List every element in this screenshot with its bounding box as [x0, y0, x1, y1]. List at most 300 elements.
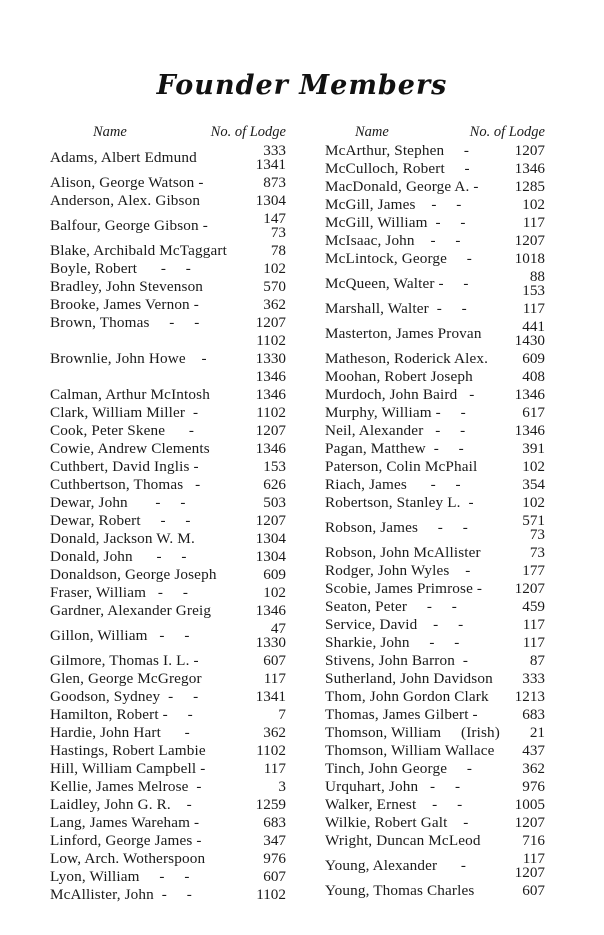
- member-row: [325, 882, 545, 900]
- lodge-numbers: [515, 580, 545, 598]
- member-name: Sharkie, John - -: [325, 634, 460, 651]
- lodge-number: 873: [263, 174, 286, 191]
- lodge-numbers: [256, 548, 286, 566]
- lodge-numbers: [530, 544, 545, 562]
- lodge-number: 1304: [255, 548, 286, 565]
- member-name: Hastings, Robert Lambie: [50, 742, 206, 759]
- member-row: [325, 742, 545, 760]
- member-name: Matheson, Roderick Alex.: [325, 350, 489, 367]
- member-name: Goodson, Sydney - -: [50, 688, 199, 705]
- member-row: [50, 778, 286, 796]
- lodge-number: 362: [263, 296, 286, 313]
- lodge-numbers: [256, 440, 286, 458]
- lodge-numbers: [522, 268, 545, 300]
- member-name: Kellie, James Melrose -: [50, 778, 202, 795]
- lodge-numbers: [515, 318, 545, 350]
- lodge-number: 333: [522, 670, 545, 687]
- member-name: Young, Alexander -: [325, 857, 467, 874]
- lodge-numbers: [263, 814, 286, 832]
- lodge-numbers: [522, 440, 545, 458]
- lodge-number: 1304: [255, 530, 286, 547]
- lodge-number: 1207: [514, 580, 545, 597]
- lodge-numbers: [522, 778, 545, 796]
- lodge-number: 1213: [514, 688, 545, 705]
- member-name: Blake, Archibald McTaggart: [50, 242, 228, 259]
- member-name: Sutherland, John Davidson: [325, 670, 493, 687]
- member-name: Donaldson, George Joseph: [50, 566, 217, 583]
- member-row: [50, 278, 286, 296]
- lodge-number: 408: [522, 368, 545, 385]
- lodge-numbers: [515, 232, 545, 250]
- member-row: [325, 778, 545, 796]
- member-row: [50, 868, 286, 886]
- member-row: [50, 404, 286, 422]
- member-row: [325, 634, 545, 652]
- member-row: [50, 760, 286, 778]
- member-name: Clark, William Miller -: [50, 404, 199, 421]
- lodge-numbers: [263, 210, 286, 242]
- member-row: [325, 706, 545, 724]
- lodge-numbers: [256, 742, 286, 760]
- lodge-numbers: [256, 886, 286, 904]
- member-name: McArthur, Stephen -: [325, 142, 470, 159]
- lodge-numbers: [256, 404, 286, 422]
- member-row: [325, 160, 545, 178]
- lodge-numbers: [515, 850, 545, 882]
- member-row: [325, 476, 545, 494]
- lodge-number: 1207: [514, 232, 545, 249]
- lodge-number: 73: [270, 224, 286, 241]
- member-name: Fraser, William - -: [50, 584, 189, 601]
- lodge-number: 102: [522, 196, 545, 213]
- lodge-numbers: [515, 422, 545, 440]
- member-name: Wilkie, Robert Galt -: [325, 814, 469, 831]
- member-name: Brownlie, John Howe -: [50, 350, 207, 367]
- member-name: Tinch, John George -: [325, 760, 473, 777]
- member-row: [325, 544, 545, 562]
- member-row: [325, 214, 545, 232]
- member-row: [50, 314, 286, 350]
- member-name: Glen, George McGregor: [50, 670, 202, 687]
- lodge-number: 1207: [255, 512, 286, 529]
- member-name: Thomson, William (Irish): [325, 724, 500, 741]
- member-name: Low, Arch. Wotherspoon: [50, 850, 206, 867]
- member-row: [325, 350, 545, 368]
- member-row: [325, 832, 545, 850]
- member-row: [50, 512, 286, 530]
- lodge-numbers: [256, 512, 286, 530]
- member-row: [325, 268, 545, 300]
- lodge-numbers: [263, 724, 286, 742]
- member-name: Dewar, John - -: [50, 494, 186, 511]
- lodge-number: 117: [522, 300, 545, 317]
- lodge-numbers: [256, 620, 286, 652]
- lodge-number: 617: [522, 404, 545, 421]
- member-name: Rodger, John Wyles -: [325, 562, 471, 579]
- lodge-number: 102: [263, 260, 286, 277]
- member-name: Brooke, James Vernon -: [50, 296, 199, 313]
- lodge-number: 47: [270, 620, 286, 637]
- member-row: [325, 512, 545, 544]
- member-name: Adams, Albert Edmund: [50, 149, 197, 166]
- lodge-number: 1207: [255, 422, 286, 439]
- member-name: Young, Thomas Charles: [325, 882, 475, 899]
- lodge-numbers: [264, 760, 286, 778]
- lodge-numbers: [263, 652, 286, 670]
- lodge-number: 1285: [514, 178, 545, 195]
- member-row: [325, 760, 545, 778]
- lodge-number: 88: [529, 268, 545, 285]
- lodge-numbers: [515, 178, 545, 196]
- member-row: [325, 580, 545, 598]
- member-name: Anderson, Alex. Gibson: [50, 192, 201, 209]
- page-title: Founder Members: [156, 70, 448, 101]
- member-row: [50, 742, 286, 760]
- lodge-numbers: [522, 512, 545, 544]
- member-row: [325, 232, 545, 250]
- lodge-numbers: [515, 814, 545, 832]
- member-name: Cuthbertson, Thomas -: [50, 476, 201, 493]
- member-row: [50, 530, 286, 548]
- lodge-number: 1346: [514, 422, 545, 439]
- lodge-numbers: [256, 142, 286, 174]
- left-column: [50, 123, 286, 904]
- member-name: Riach, James - -: [325, 476, 461, 493]
- lodge-numbers: [515, 160, 545, 178]
- lodge-numbers: [256, 192, 286, 210]
- lodge-number: 976: [522, 778, 545, 795]
- member-name: Thom, John Gordon Clark: [325, 688, 489, 705]
- lodge-numbers: [522, 598, 545, 616]
- member-name: MacDonald, George A. -: [325, 178, 479, 195]
- member-name: McGill, James - -: [325, 196, 462, 213]
- lodge-numbers: [263, 584, 286, 602]
- member-row: [50, 796, 286, 814]
- member-row: [50, 260, 286, 278]
- lodge-numbers: [263, 174, 286, 192]
- member-row: [50, 724, 286, 742]
- lodge-numbers: [522, 368, 545, 386]
- member-name: McAllister, John - -: [50, 886, 192, 903]
- member-name: Cowie, Andrew Clements: [50, 440, 210, 457]
- member-name: Linford, George James -: [50, 832, 202, 849]
- lodge-number: 78: [270, 242, 286, 259]
- member-row: [325, 196, 545, 214]
- lodge-numbers: [522, 196, 545, 214]
- member-name: Masterton, James Provan: [325, 325, 482, 342]
- lodge-numbers: [263, 566, 286, 584]
- lodge-numbers: [523, 616, 545, 634]
- lodge-number: 117: [522, 616, 545, 633]
- member-row: [50, 688, 286, 706]
- header-lodge: No. of Lodge: [210, 124, 286, 140]
- member-row: [50, 566, 286, 584]
- member-name: Robertson, Stanley L. -: [325, 494, 474, 511]
- member-row: [50, 832, 286, 850]
- lodge-number: 1207: [514, 814, 545, 831]
- member-name: Murphy, William - -: [325, 404, 466, 421]
- lodge-numbers: [515, 796, 545, 814]
- member-name: Dewar, Robert - -: [50, 512, 191, 529]
- member-row: [50, 584, 286, 602]
- member-name: Pagan, Matthew - -: [325, 440, 464, 457]
- member-row: [50, 386, 286, 404]
- lodge-numbers: [522, 476, 545, 494]
- member-name: Calman, Arthur McIntosh: [50, 386, 210, 403]
- lodge-number: 1346: [255, 440, 286, 457]
- lodge-numbers: [523, 634, 545, 652]
- member-name: Paterson, Colin McPhail: [325, 458, 478, 475]
- member-list: [50, 142, 286, 904]
- lodge-number: 3: [278, 778, 286, 795]
- member-name: Walker, Ernest - -: [325, 796, 463, 813]
- lodge-numbers: [522, 670, 545, 688]
- member-row: [325, 652, 545, 670]
- lodge-numbers: [522, 350, 545, 368]
- member-name: Balfour, George Gibson -: [50, 217, 208, 234]
- member-row: [50, 350, 286, 386]
- lodge-number: 1341: [255, 688, 286, 705]
- lodge-number: 117: [263, 760, 286, 777]
- right-column: [325, 123, 545, 900]
- member-row: [50, 706, 286, 724]
- member-name: Service, David - -: [325, 616, 464, 633]
- member-name: McQueen, Walter - -: [325, 275, 469, 292]
- lodge-numbers: [522, 832, 545, 850]
- lodge-number: 571: [522, 512, 545, 529]
- lodge-numbers: [256, 314, 286, 350]
- lodge-number: 1430: [514, 332, 545, 349]
- lodge-number: 333: [263, 142, 286, 159]
- member-name: Boyle, Robert - -: [50, 260, 191, 277]
- lodge-number: 1102: [256, 404, 286, 421]
- member-row: [50, 174, 286, 192]
- lodge-number: 1259: [255, 796, 286, 813]
- lodge-numbers: [256, 796, 286, 814]
- lodge-number: 1330: [255, 350, 286, 367]
- lodge-number: 1330: [255, 634, 286, 651]
- lodge-number: 1005: [514, 796, 545, 813]
- lodge-numbers: [271, 242, 286, 260]
- member-row: [50, 670, 286, 688]
- member-row: [325, 386, 545, 404]
- member-name: Moohan, Robert Joseph: [325, 368, 473, 385]
- lodge-number: 1346: [255, 386, 286, 403]
- member-name: Gardner, Alexander Greig: [50, 602, 212, 619]
- member-name: Lang, James Wareham -: [50, 814, 200, 831]
- member-name: Robson, John McAllister: [325, 544, 481, 561]
- lodge-number: 1207: [514, 142, 545, 159]
- member-name: Laidley, John G. R. -: [50, 796, 192, 813]
- lodge-numbers: [515, 688, 545, 706]
- lodge-number: 683: [522, 706, 545, 723]
- lodge-number: 73: [529, 526, 545, 543]
- lodge-number: 117: [522, 214, 545, 231]
- lodge-number: 626: [263, 476, 286, 493]
- lodge-number: 147: [263, 210, 286, 227]
- member-row: [50, 652, 286, 670]
- column-header: [50, 123, 286, 142]
- lodge-numbers: [256, 422, 286, 440]
- lodge-number: 177: [522, 562, 545, 579]
- lodge-number: 437: [522, 742, 545, 759]
- lodge-numbers: [522, 760, 545, 778]
- lodge-numbers: [263, 476, 286, 494]
- member-row: [325, 814, 545, 832]
- member-name: Gilmore, Thomas I. L. -: [50, 652, 199, 669]
- lodge-number: 1018: [514, 250, 545, 267]
- lodge-number: 441: [522, 318, 545, 335]
- member-row: [50, 192, 286, 210]
- lodge-number: 7: [278, 706, 286, 723]
- lodge-number: 609: [263, 566, 286, 583]
- member-row: [325, 440, 545, 458]
- member-name: Cook, Peter Skene -: [50, 422, 195, 439]
- member-row: [325, 142, 545, 160]
- member-row: [325, 670, 545, 688]
- lodge-numbers: [522, 882, 545, 900]
- member-name: Wright, Duncan McLeod: [325, 832, 481, 849]
- member-row: [50, 620, 286, 652]
- lodge-numbers: [263, 868, 286, 886]
- lodge-number: 1346: [514, 386, 545, 403]
- lodge-number: 607: [263, 868, 286, 885]
- lodge-number: 570: [263, 278, 286, 295]
- lodge-number: 1207: [255, 314, 286, 331]
- lodge-number: 117: [522, 634, 545, 651]
- lodge-number: 362: [522, 760, 545, 777]
- lodge-number: 607: [522, 882, 545, 899]
- lodge-numbers: [263, 850, 286, 868]
- member-name: Seaton, Peter - -: [325, 598, 457, 615]
- member-name: Alison, George Watson -: [50, 174, 204, 191]
- member-name: Stivens, John Barron -: [325, 652, 469, 669]
- member-row: [325, 494, 545, 512]
- column-header: [325, 123, 545, 142]
- lodge-number: 459: [522, 598, 545, 615]
- lodge-number: 716: [522, 832, 545, 849]
- lodge-number: 1102: [256, 886, 286, 903]
- member-row: [325, 368, 545, 386]
- member-row: [325, 850, 545, 882]
- member-row: [325, 688, 545, 706]
- member-row: [325, 616, 545, 634]
- member-name: McLintock, George -: [325, 250, 472, 267]
- member-row: [50, 886, 286, 904]
- lodge-number: 362: [263, 724, 286, 741]
- member-name: Hill, William Campbell -: [50, 760, 206, 777]
- member-row: [50, 458, 286, 476]
- member-name: McCulloch, Robert -: [325, 160, 470, 177]
- lodge-numbers: [515, 386, 545, 404]
- member-row: [50, 142, 286, 174]
- lodge-number: 683: [263, 814, 286, 831]
- lodge-number: 391: [522, 440, 545, 457]
- member-row: [50, 602, 286, 620]
- member-row: [50, 476, 286, 494]
- member-name: Brown, Thomas - -: [50, 314, 200, 331]
- member-row: [325, 796, 545, 814]
- member-name: Gillon, William - -: [50, 627, 190, 644]
- lodge-numbers: [263, 494, 286, 512]
- lodge-numbers: [515, 250, 545, 268]
- member-name: McGill, William - -: [325, 214, 466, 231]
- lodge-numbers: [530, 652, 545, 670]
- lodge-number: 607: [263, 652, 286, 669]
- lodge-number: 347: [263, 832, 286, 849]
- member-name: Thomas, James Gilbert -: [325, 706, 478, 723]
- lodge-number: 21: [529, 724, 545, 741]
- lodge-number: 117: [263, 670, 286, 687]
- lodge-number: 1304: [255, 192, 286, 209]
- member-row: [325, 562, 545, 580]
- member-row: [50, 422, 286, 440]
- lodge-numbers: [522, 404, 545, 422]
- member-name: Cuthbert, David Inglis -: [50, 458, 199, 475]
- lodge-number: 503: [263, 494, 286, 511]
- lodge-numbers: [263, 278, 286, 296]
- member-row: [50, 210, 286, 242]
- lodge-numbers: [522, 494, 545, 512]
- lodge-number: 609: [522, 350, 545, 367]
- lodge-numbers: [263, 296, 286, 314]
- member-row: [50, 242, 286, 260]
- lodge-numbers: [530, 724, 545, 742]
- member-name: Donald, Jackson W. M.: [50, 530, 195, 547]
- lodge-number: 1346: [255, 368, 286, 385]
- member-name: Marshall, Walter - -: [325, 300, 467, 317]
- member-row: [325, 178, 545, 196]
- member-name: Donald, John - -: [50, 548, 187, 565]
- lodge-numbers: [256, 688, 286, 706]
- member-name: Hamilton, Robert - -: [50, 706, 193, 723]
- lodge-numbers: [263, 458, 286, 476]
- member-row: [50, 548, 286, 566]
- lodge-number: 1341: [255, 156, 286, 173]
- lodge-numbers: [263, 260, 286, 278]
- member-name: Robson, James - -: [325, 519, 468, 536]
- member-row: [50, 440, 286, 458]
- member-row: [325, 598, 545, 616]
- member-row: [325, 422, 545, 440]
- member-name: Neil, Alexander - -: [325, 422, 466, 439]
- member-row: [325, 300, 545, 318]
- lodge-number: 153: [263, 458, 286, 475]
- member-row: [50, 494, 286, 512]
- member-row: [325, 404, 545, 422]
- lodge-numbers: [522, 562, 545, 580]
- lodge-number: 102: [522, 494, 545, 511]
- lodge-numbers: [263, 832, 286, 850]
- member-name: McIsaac, John - -: [325, 232, 461, 249]
- member-row: [50, 850, 286, 868]
- lodge-numbers: [515, 142, 545, 160]
- member-name: Thomson, William Wallace: [325, 742, 495, 759]
- member-name: Hardie, John Hart -: [50, 724, 190, 741]
- lodge-number: 1346: [255, 602, 286, 619]
- lodge-numbers: [264, 670, 286, 688]
- lodge-number: 117: [522, 850, 545, 867]
- lodge-number: 1102: [256, 742, 286, 759]
- lodge-number: 73: [529, 544, 545, 561]
- lodge-numbers: [256, 602, 286, 620]
- lodge-number: 102: [263, 584, 286, 601]
- lodge-number: 87: [529, 652, 545, 669]
- member-name: Lyon, William - -: [50, 868, 190, 885]
- lodge-number: 976: [263, 850, 286, 867]
- member-name: Bradley, John Stevenson: [50, 278, 204, 295]
- lodge-numbers: [256, 530, 286, 548]
